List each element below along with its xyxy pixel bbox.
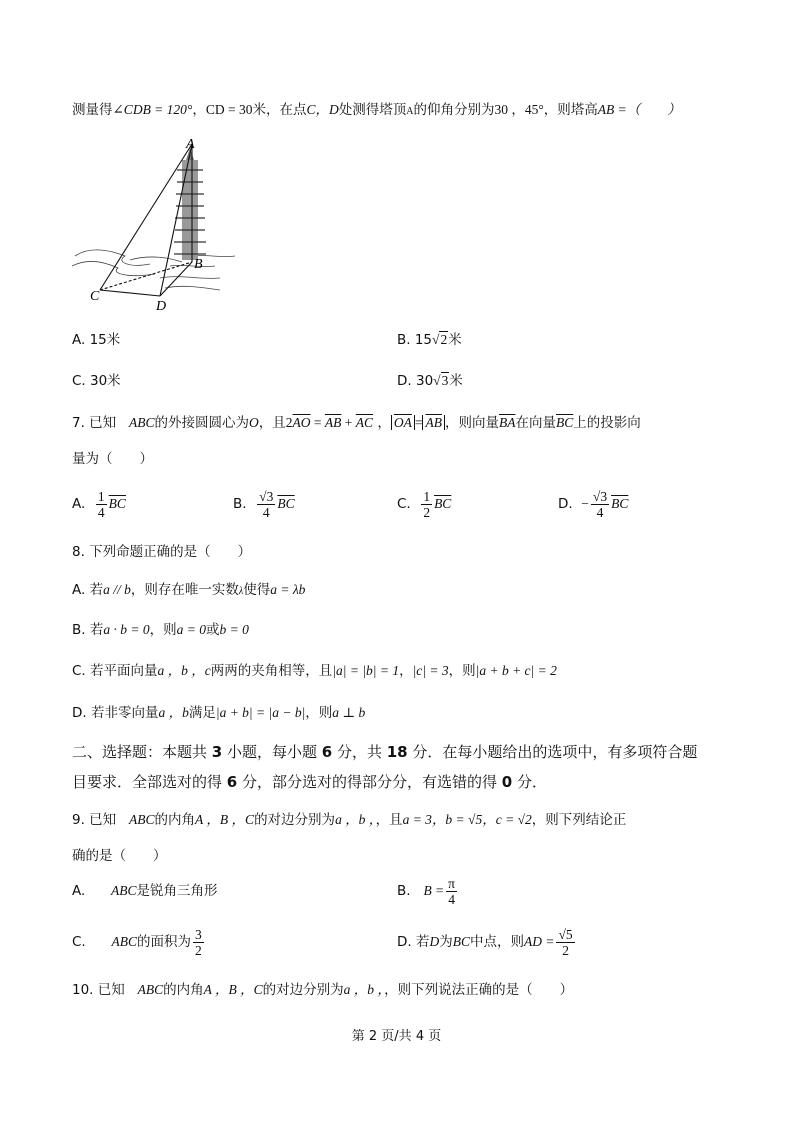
q8-d2: a ，b bbox=[158, 705, 189, 720]
s2-l1f: 18 bbox=[386, 743, 408, 761]
q7-option-d bbox=[558, 487, 628, 521]
q7-eqs: = bbox=[414, 415, 423, 430]
q9-oa-text: 是锐角三角形 bbox=[136, 883, 218, 899]
q6-cd: ，CD = 30 bbox=[192, 102, 253, 117]
q6-option-d-prefix: D. 30 bbox=[397, 373, 434, 389]
q8-option-a bbox=[72, 580, 305, 602]
q8-b2: a · b = 0 bbox=[103, 622, 150, 637]
q9-t3: ，且 bbox=[375, 812, 403, 828]
q6-option-d: D. 30√3米 bbox=[397, 373, 463, 389]
q9-oc-tri: ABC bbox=[111, 934, 137, 949]
q9-od-label: D. 若 bbox=[397, 934, 430, 950]
label-d: D bbox=[156, 299, 167, 313]
s2-l1e: 分，共 bbox=[332, 743, 387, 761]
q9-oa-tri: ABC bbox=[111, 883, 137, 898]
q7-line2-text: 量为（ ） bbox=[72, 451, 153, 467]
q8-d4: |a + b| = |a − b| bbox=[215, 705, 306, 720]
q9-ob-eq: B = bbox=[423, 883, 445, 898]
q6-text: 测量得 bbox=[72, 102, 113, 118]
q9-c: ，c = √2 bbox=[482, 812, 532, 827]
q8-c3: 两两的夹角相等，且 bbox=[210, 663, 333, 679]
s2-l1c: 小题，每小题 bbox=[222, 743, 322, 761]
q6-text4: 的仰角分别为 bbox=[413, 102, 495, 118]
q9-num: 9. 已知 bbox=[72, 812, 117, 828]
q9-b: ，b = √5 bbox=[431, 812, 483, 827]
q9-t4: ，则下列结论正 bbox=[531, 812, 627, 828]
q7-option-b bbox=[233, 487, 295, 521]
q6-option-b: B. 15√2米 bbox=[397, 332, 462, 348]
q6-text3: 处测得塔顶 bbox=[338, 102, 407, 118]
q7-oc-num: 1 bbox=[423, 488, 431, 504]
q9-oc-den: 2 bbox=[194, 942, 202, 958]
q9-option-b bbox=[397, 874, 459, 908]
label-c: C bbox=[90, 289, 100, 304]
q10-sides: a ，b ， bbox=[343, 982, 385, 997]
label-a: A bbox=[186, 138, 195, 152]
q9-od-t1: 为 bbox=[439, 934, 453, 950]
q9-od-bc: BC bbox=[452, 934, 470, 949]
q6-option-c-text: C. 30米 bbox=[72, 373, 121, 389]
q6-stem bbox=[72, 100, 681, 122]
q8-d6: a ⊥ b bbox=[332, 705, 366, 720]
q7-eq: = bbox=[310, 415, 325, 430]
q7-vec-ac: $\overline{AC}$ bbox=[355, 415, 374, 430]
q9-line2: 确的是（ ） bbox=[72, 848, 167, 864]
q8-b3: ，则 bbox=[149, 622, 177, 638]
s2-l2c: 分，部分选对的得部分分，有选错的得 bbox=[237, 773, 502, 791]
q9-t1: 的内角 bbox=[154, 812, 196, 828]
q6-ab: AB =（ ） bbox=[597, 102, 681, 117]
q8-stem bbox=[72, 542, 251, 562]
q7-oa-vec: $\overline{BC}$ bbox=[108, 496, 126, 511]
q7-oa-num: 1 bbox=[97, 488, 105, 504]
q8-b1: B. 若 bbox=[72, 622, 104, 638]
q8-b6: b = 0 bbox=[219, 622, 249, 637]
q7-ob-den: 4 bbox=[262, 504, 270, 520]
q10-triangle: ABC bbox=[137, 982, 164, 997]
q6-a: A bbox=[406, 106, 414, 117]
q7-sep: ， bbox=[373, 415, 391, 431]
q7-text4: 在向量 bbox=[515, 415, 556, 431]
q9-option-a bbox=[72, 874, 218, 908]
q8-a4: λ bbox=[238, 586, 244, 597]
q9-sides: a ，b ， bbox=[335, 812, 376, 827]
page-footer: 第 2 页/共 4 页 bbox=[351, 1029, 442, 1044]
q10-num: 10. 已知 bbox=[72, 982, 125, 998]
q6-option-c bbox=[72, 371, 121, 391]
q7-text5: 上的投影向 bbox=[573, 415, 641, 431]
q7-abs-ab: $\overline{AB}$ bbox=[422, 415, 445, 430]
q9-stem bbox=[72, 810, 626, 830]
q8-a6: a = λb bbox=[270, 582, 306, 597]
q7-od-den: 4 bbox=[596, 504, 604, 520]
q6-points: C，D bbox=[306, 102, 339, 117]
q8-a1: A. 若 bbox=[72, 582, 104, 598]
q7-coef: 2 bbox=[285, 415, 293, 430]
q7-vec-bc: $\overline{BC}$ bbox=[555, 415, 574, 430]
q9-oa-label: A. bbox=[72, 883, 86, 899]
q7-oc-den: 2 bbox=[423, 504, 431, 520]
q7-stem-line2 bbox=[72, 449, 153, 469]
q8-b5: 或 bbox=[205, 622, 220, 638]
q9-oc-label: C. bbox=[72, 934, 86, 950]
q7-stem bbox=[72, 413, 641, 433]
q10-t2: 的对边分别为 bbox=[262, 982, 344, 998]
water-lines bbox=[72, 250, 235, 290]
q6-option-b-radicand: 2 bbox=[440, 332, 448, 347]
q7-abs-oa: $\overline{OA}$ bbox=[391, 415, 415, 430]
q9-t2: 的对边分别为 bbox=[254, 812, 336, 828]
q8-c7: ，则 bbox=[448, 663, 476, 679]
q6-option-a bbox=[72, 330, 120, 350]
q8-c1: C. 若平面向量 bbox=[72, 663, 158, 679]
q8-c8: |a + b + c| = 2 bbox=[475, 663, 557, 678]
q9-a: a = 3 bbox=[402, 812, 432, 827]
s2-l1a: 二、选择题：本题共 bbox=[72, 743, 212, 761]
q8-b4: a = 0 bbox=[176, 622, 206, 637]
q7-option-a bbox=[72, 487, 126, 521]
q7-text1: 的外接圆圆心为 bbox=[154, 415, 250, 431]
s2-l2e: 分． bbox=[512, 773, 547, 791]
q7-vec-ao: $\overline{AO}$ bbox=[292, 415, 311, 430]
q8-d1: D. 若非零向量 bbox=[72, 705, 159, 721]
q7-od-sign: − bbox=[581, 496, 589, 511]
q7-text3: ，则向量 bbox=[444, 415, 499, 431]
q9-option-c bbox=[72, 925, 206, 959]
q6-option-d-radicand: 3 bbox=[441, 373, 449, 388]
q7-ob-label: B. bbox=[233, 496, 247, 512]
q7-oc-vec: $\overline{BC}$ bbox=[434, 496, 452, 511]
q8-option-d bbox=[72, 703, 365, 723]
s2-l2d: 0 bbox=[501, 773, 513, 791]
q10-stem bbox=[72, 980, 573, 1000]
q9-option-d bbox=[397, 925, 577, 959]
s2-l2a: 目要求．全部选对的得 bbox=[72, 773, 227, 791]
q8-c4: |a| = |b| = 1 bbox=[332, 663, 400, 678]
q9-ob-num: π bbox=[448, 875, 455, 891]
q7-oa-label: A. bbox=[72, 496, 86, 512]
q9-od-den: 2 bbox=[562, 942, 569, 958]
q7-od-vec: $\overline{BC}$ bbox=[611, 496, 629, 511]
q7-plus: + bbox=[341, 415, 356, 430]
q6-angles: 30 ，45° bbox=[494, 102, 544, 117]
q6-option-b-suffix: 米 bbox=[448, 332, 462, 348]
q7-ob-num: √3 bbox=[259, 488, 274, 504]
tower-figure bbox=[70, 138, 240, 313]
q6-option-b-prefix: B. 15 bbox=[397, 332, 433, 348]
q6-option-a-text: A. 15米 bbox=[72, 332, 121, 348]
q8-c2: a ，b ，c bbox=[157, 663, 211, 678]
q7-vec-ba: $\overline{BA}$ bbox=[498, 415, 516, 430]
q8-d3: 满足 bbox=[188, 705, 216, 721]
q7-oa-den: 4 bbox=[97, 504, 105, 520]
q9-angles: A ，B ，C bbox=[195, 812, 255, 827]
section2-line1 bbox=[72, 742, 697, 762]
q7-vec-ab: $\overline{AB}$ bbox=[324, 415, 342, 430]
section2-line2 bbox=[72, 772, 547, 792]
q8-option-c bbox=[72, 661, 557, 681]
s2-l2b: 6 bbox=[226, 773, 238, 791]
q8-stem-text: 8. 下列命题正确的是（ ） bbox=[72, 544, 252, 560]
q7-od-label: D. bbox=[558, 496, 573, 512]
q8-a3: ，则存在唯一实数 bbox=[130, 582, 239, 598]
q9-ob-den: 4 bbox=[448, 891, 455, 907]
q6-text2: 米，在点 bbox=[252, 102, 307, 118]
q7-oc-label: C. bbox=[397, 496, 411, 512]
q6-option-d-suffix: 米 bbox=[449, 373, 463, 389]
q8-c5: ， bbox=[399, 663, 413, 679]
q10-t1: 的内角 bbox=[163, 982, 204, 998]
s2-l1b: 3 bbox=[211, 743, 223, 761]
q9-ob-label: B. bbox=[397, 883, 411, 899]
q9-triangle: ABC bbox=[129, 812, 155, 827]
q7-text2: ，且 bbox=[258, 415, 286, 431]
q9-stem-line2 bbox=[72, 846, 167, 866]
q7-o: O bbox=[249, 415, 259, 430]
q10-angles: A ，B ，C bbox=[203, 982, 263, 997]
q8-a5: 使得 bbox=[243, 582, 271, 598]
q8-d5: ，则 bbox=[305, 705, 333, 721]
q9-oc-num: 3 bbox=[194, 926, 202, 942]
q6-text5: ，则塔高 bbox=[543, 102, 598, 118]
q8-c6: |c| = 3 bbox=[412, 663, 449, 678]
triangle-lines bbox=[100, 144, 192, 296]
q8-option-b bbox=[72, 620, 249, 640]
q9-od-t2: 中点，则 bbox=[470, 934, 524, 950]
q8-a2: a // b bbox=[103, 582, 131, 597]
q7-triangle: ABC bbox=[129, 415, 155, 430]
q9-oc-text: 的面积为 bbox=[136, 934, 191, 950]
s2-l1g: 分．在每小题给出的选项中，有多项符合题 bbox=[407, 743, 698, 761]
q9-od-num: √5 bbox=[558, 926, 573, 942]
q7-option-c bbox=[397, 487, 451, 521]
q6-angle: ∠CDB = 120° bbox=[112, 102, 193, 117]
q10-t3: ，则下列说法正确的是（ ） bbox=[384, 982, 574, 998]
label-b: B bbox=[194, 257, 203, 272]
s2-l1d: 6 bbox=[321, 743, 333, 761]
q7-ob-vec: $\overline{BC}$ bbox=[277, 496, 295, 511]
q9-od-d: D bbox=[429, 934, 440, 949]
q9-od-eq: AD = bbox=[524, 934, 555, 949]
q7-od-num: √3 bbox=[592, 488, 608, 504]
q7-num: 7. 已知 bbox=[72, 415, 117, 431]
